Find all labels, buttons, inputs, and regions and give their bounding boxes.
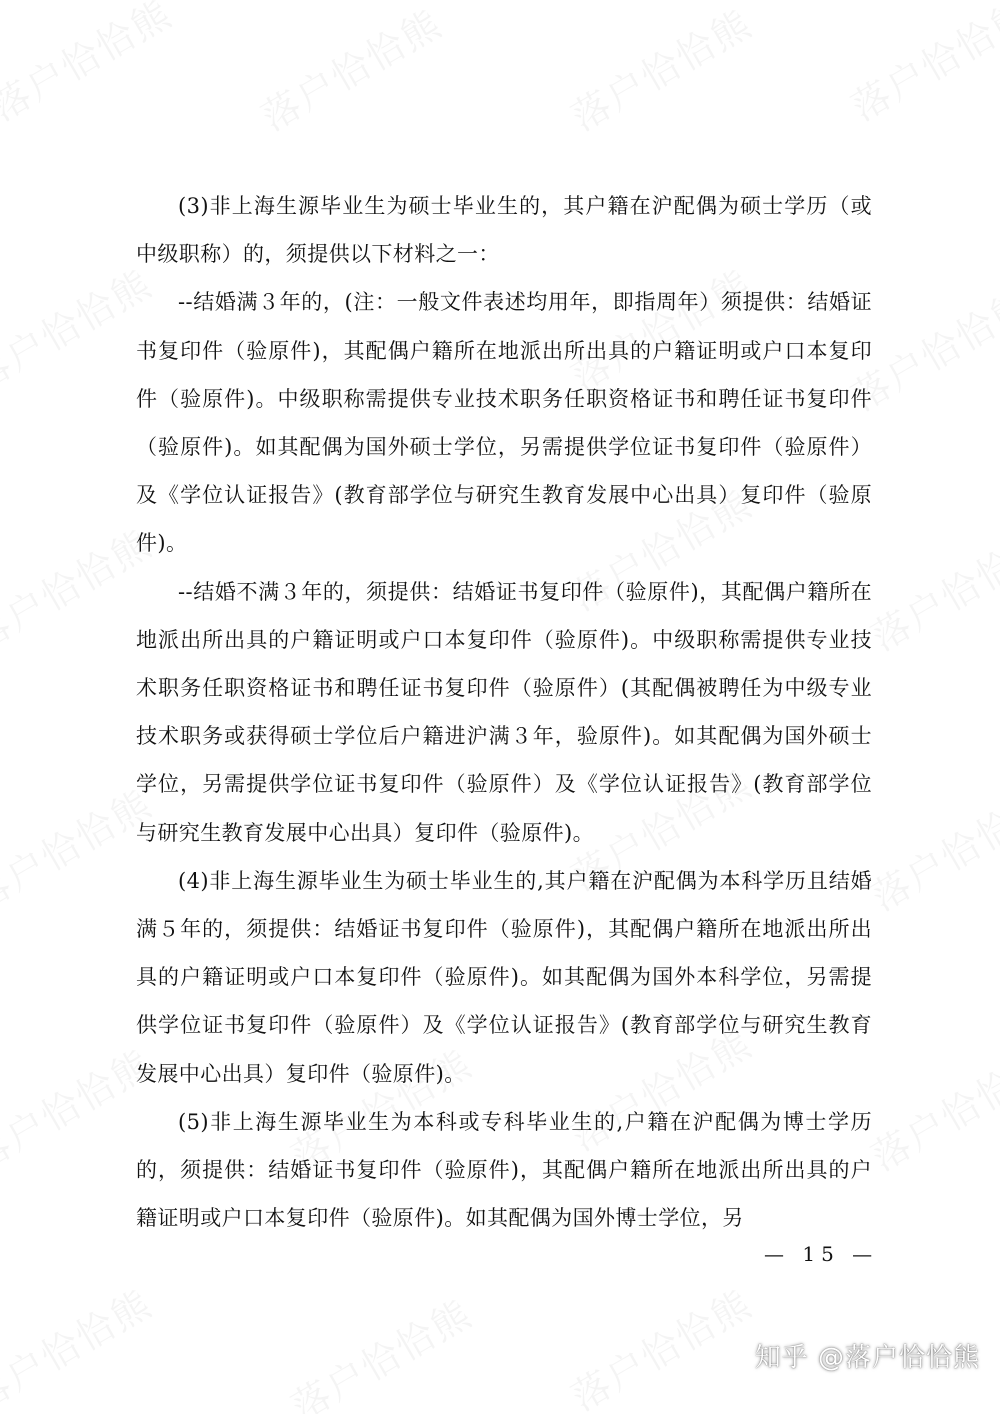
watermark <box>250 0 451 141</box>
watermark <box>840 0 1000 131</box>
watermark <box>860 514 1000 662</box>
footer-watermark: 知乎 @落户恰恰熊 <box>754 1343 980 1373</box>
watermark <box>860 774 1000 922</box>
document-body <box>136 182 872 1242</box>
paragraph-married-3-years: --结婚满３年的，(注：一般文件表述均用年，即指周年）须提供：结婚证书复印件（验原件)，其配偶户籍所在地派出所出具的户籍证明或户口本复印件（验原件)。中级职称需提供专业技术职务任职资格证书和聘任证书复印件（验原件)。如其配偶为国外硕士学位，另需提供学位证书复印件（验原件）及《学位认证报告》(教育部学位与研究生教育发展中心出具）复印件（验原件)。 <box>136 290 872 556</box>
paragraph-item-5: (5)非上海生源毕业生为本科或专科毕业生的,户籍在沪配偶为博士学历的，须提供：结婚证书复印件（验原件)，其配偶户籍所在地派出所出具的户籍证明或户口本复印件（验原件)。如其配偶为国外博士学位，另 <box>136 1109 872 1231</box>
watermark <box>0 0 180 131</box>
paragraph-married-under-3-years: --结婚不满３年的，须提供：结婚证书复印件（验原件)，其配偶户籍所在地派出所出具的户籍证明或户口本复印件（验原件)。中级职称需提供专业技术职务任职资格证书和聘任证书复印件（验原件）(其配偶被聘任为中级专业技术职务或获得硕士学位后户籍进沪满３年，验原件)。如其配偶为国外硕士学位，另需提供学位证书复印件（验原件）及《学位认证报告》(教育部学位与研究生教育发展中心出具）复印件（验原件)。 <box>136 579 872 845</box>
watermark <box>560 1274 761 1414</box>
page-number: — 15 — <box>764 1242 879 1266</box>
watermark <box>860 1034 1000 1182</box>
watermark <box>560 0 761 141</box>
paragraph-item-4: (4)非上海生源毕业生为硕士毕业生的,其户籍在沪配偶为本科学历且结婚满５年的，须提供：结婚证书复印件（验原件)，其配偶户籍所在地派出所出具的户籍证明或户口本复印件（验原件)。如其配偶为国外本科学位，另需提供学位证书复印件（验原件）及《学位认证报告》(教育部学位与研究生教育发展中心出具）复印件（验原件)。 <box>136 868 872 1086</box>
watermark <box>0 1274 160 1414</box>
watermark <box>280 1284 481 1414</box>
paragraph-item-3: (3)非上海生源毕业生为硕士毕业生的，其户籍在沪配偶为硕士学历（或中级职称）的，须提供以下材料之一： <box>136 194 872 267</box>
